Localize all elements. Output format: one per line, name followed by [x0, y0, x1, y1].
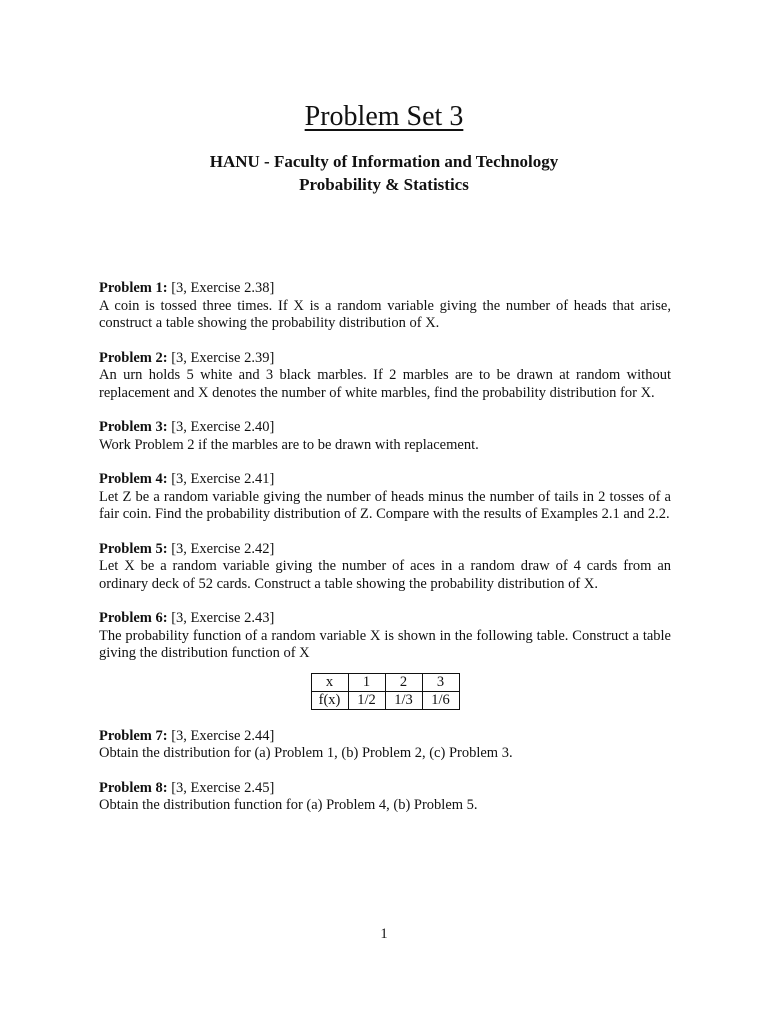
problem-label: Problem 2:: [99, 349, 168, 366]
table-cell: 1/6: [422, 691, 459, 709]
problem-text: Let Z be a random variable giving the number of heads minus the number of tails in 2 tosses of a fair coin. Find the probability distribution of Z. Compare with the results of Examples 2.1 and 2.2.: [99, 488, 671, 522]
problem-header: [99, 280, 671, 298]
problem-8: [99, 780, 671, 815]
problem-text: Obtain the distribution for (a) Problem 1, (b) Problem 2, (c) Problem 3.: [99, 745, 513, 761]
problem-header: [99, 350, 671, 368]
problem-reference: [3, Exercise 2.39]: [171, 349, 275, 366]
problem-list: [99, 280, 671, 832]
problem-5: [99, 541, 671, 594]
problem-header: [99, 610, 671, 628]
problem-reference: [3, Exercise 2.43]: [171, 610, 275, 626]
problem-label: Problem 3:: [99, 419, 168, 435]
problem-text: Let X be a random variable giving the number of aces in a random draw of 4 cards from an ordinary deck of 52 cards. Construct a table showing the probability distribution of X.: [99, 558, 671, 592]
problem-label: Problem 6:: [99, 610, 168, 626]
problem-1: [99, 280, 671, 333]
problem-label: Problem 1:: [99, 280, 168, 296]
problem-reference: [3, Exercise 2.45]: [171, 779, 275, 796]
table-cell: 2: [385, 673, 422, 691]
problem-header: [99, 471, 671, 489]
problem-label: Problem 4:: [99, 471, 168, 487]
table-cell: 1/2: [348, 691, 385, 709]
page-number: 1: [380, 926, 388, 942]
problem-text: The probability function of a random variable X is shown in the following table. Construct a table giving the distribution function of X: [99, 627, 671, 661]
problem-reference: [3, Exercise 2.40]: [171, 419, 275, 435]
table-cell: f(x): [311, 691, 348, 709]
page-title-text: Problem Set 3: [304, 101, 464, 132]
table-row-fx: [311, 691, 459, 709]
problem-label: Problem 8:: [99, 779, 168, 796]
problem-3: [99, 419, 671, 454]
problem-text: Work Problem 2 if the marbles are to be drawn with replacement.: [99, 436, 479, 453]
problem-7: [99, 728, 671, 763]
problem-reference: [3, Exercise 2.38]: [171, 280, 275, 296]
problem-2: [99, 350, 671, 403]
table-cell: 1/3: [385, 691, 422, 709]
problem-text: Obtain the distribution function for (a) Problem 4, (b) Problem 5.: [99, 797, 478, 813]
problem-header: [99, 541, 671, 559]
problem-header: [99, 728, 671, 746]
problem-label: Problem 7:: [99, 727, 168, 744]
table-row-x: [311, 673, 459, 691]
problem-header: [99, 780, 671, 798]
table-cell: 1: [348, 673, 385, 691]
problem-reference: [3, Exercise 2.44]: [171, 727, 275, 744]
problem-reference: [3, Exercise 2.42]: [171, 540, 275, 557]
problem-text: A coin is tossed three times. If X is a random variable giving the number of heads that arise, construct a table showing the probability distribution of X.: [99, 297, 671, 331]
table-cell: x: [311, 673, 348, 691]
page-title: [0, 100, 768, 134]
problem-reference: [3, Exercise 2.41]: [171, 471, 275, 487]
probability-table: [311, 673, 460, 710]
subtitle-faculty: HANU - Faculty of Information and Technology: [209, 152, 559, 171]
problem-header: [99, 419, 671, 437]
problem-6: [99, 610, 671, 710]
problem-text: An urn holds 5 white and 3 black marbles. If 2 marbles are to be drawn at random without replacement and X denotes the number of white marbles, find the probability distribution for X.: [99, 367, 671, 401]
table-cell: 3: [422, 673, 459, 691]
problem-4: [99, 471, 671, 524]
problem-label: Problem 5:: [99, 540, 168, 557]
subtitle-course: Probability & Statistics: [299, 175, 469, 194]
